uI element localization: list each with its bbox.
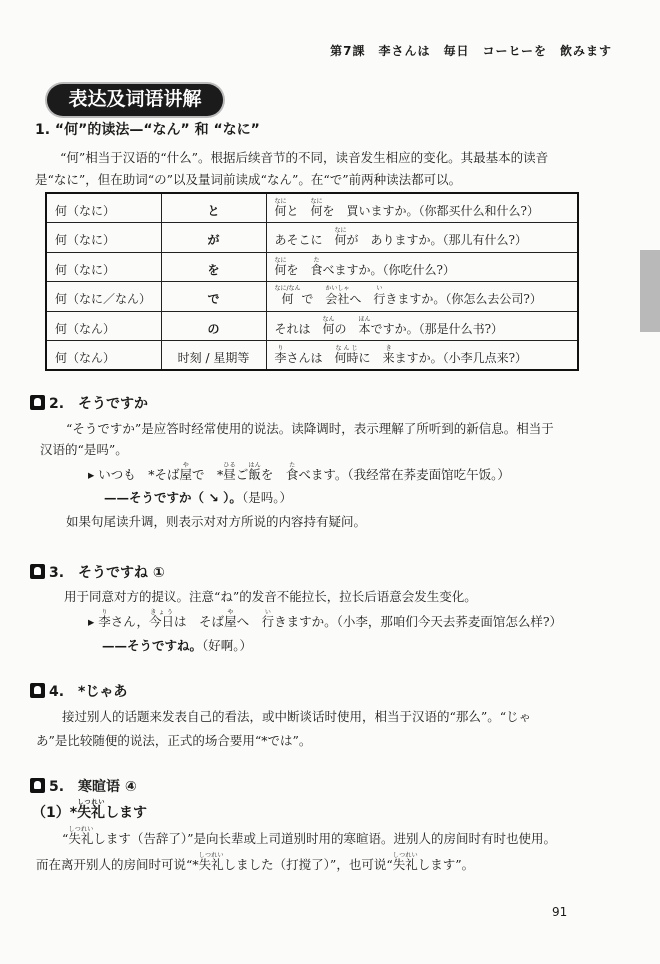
table-row xyxy=(46,341,578,371)
text-segment: を 買いますか。（你都买什么和什么?） xyxy=(322,203,539,218)
furigana-word: 失礼しつれい xyxy=(77,799,106,821)
text-segment: します（告辞了）”是向长辈或上司道别时用的寒暄语。进别人的房间时有时也使用。 xyxy=(93,831,557,846)
text-segment: あそこに xyxy=(274,233,335,248)
reply xyxy=(102,638,252,654)
particle-cell: の xyxy=(161,311,266,341)
text-segment: べますか。（你吃什么?） xyxy=(322,262,455,277)
furigana: なに xyxy=(274,256,287,264)
text-segment: ですか。（那是什么书?） xyxy=(370,321,503,336)
reading-cell: 何（なん） xyxy=(46,311,161,341)
running-header: 第7課 李さんは 毎日 コーヒーを 飲みます xyxy=(330,44,612,58)
furigana-word: 何なに xyxy=(274,256,287,277)
furigana-word: 何なに xyxy=(334,227,347,248)
reading-table xyxy=(45,192,579,371)
furigana-word: 食た xyxy=(310,256,323,277)
section-title: 表达及词语讲解 xyxy=(47,84,223,116)
example-cell xyxy=(266,341,578,371)
furigana: や xyxy=(179,462,193,469)
table-row xyxy=(46,311,578,341)
text-segment: に xyxy=(358,350,383,365)
furigana-word: 屋や xyxy=(224,609,237,629)
para: “そうですか”是应答时经常使用的说法。读降调时，表示理解了所听到的新信息。相当于 xyxy=(66,421,554,436)
text-segment: いつも *そば xyxy=(98,467,180,482)
furigana: り xyxy=(98,609,111,616)
furigana-word: 何なん xyxy=(322,315,335,336)
para xyxy=(36,852,474,873)
text-segment: が ありますか。（那儿有什么?） xyxy=(346,233,527,248)
example-cell xyxy=(266,193,578,223)
table-row xyxy=(46,223,578,253)
reading-cell: 何（なに） xyxy=(46,223,161,253)
para: あ”是比较随便的说法，正式的场合要用“*では”。 xyxy=(36,733,312,748)
text-segment: べます。（我经常在荞麦面馆吃午饭。） xyxy=(298,467,510,482)
text-segment: きますか。（小李，那咱们今天去荞麦面馆怎么样?） xyxy=(274,614,563,629)
text-segment: 而在离开别人的房间时可说“* xyxy=(36,857,199,872)
furigana-word: 今日きょう xyxy=(149,609,175,629)
text-segment: へ xyxy=(349,292,374,307)
particle-cell: と xyxy=(161,193,266,223)
heading-4 xyxy=(30,683,127,701)
example: ▸ いつも *そば屋やで *昼ひるご飯はんを 食たべます。（我经常在荞麦面馆吃午饭。） xyxy=(88,462,510,482)
furigana-word: 本ほん xyxy=(358,315,371,336)
furigana-word: 何なに xyxy=(310,197,323,218)
furigana-word: 李り xyxy=(98,609,111,629)
furigana-word: 飯はん xyxy=(248,462,261,482)
reading-cell: 何（なに） xyxy=(46,193,161,223)
heading-3 xyxy=(30,564,165,582)
reading-cell: 何（なん） xyxy=(46,341,161,371)
furigana: なに xyxy=(310,197,323,205)
particle-cell: を xyxy=(161,252,266,282)
table-row xyxy=(46,252,578,282)
furigana-word: 失礼しつれい xyxy=(198,852,224,872)
text-segment: それは xyxy=(274,321,323,336)
reply-text: ——そうですか（ ↘ ）。 xyxy=(104,490,242,505)
text-segment: は そば xyxy=(174,614,225,629)
furigana-word: 昼ひる xyxy=(223,462,236,482)
heading-text: 4. *じゃあ xyxy=(49,684,128,700)
furigana-word: 食た xyxy=(285,462,299,482)
text-segment: の xyxy=(334,321,359,336)
para xyxy=(62,826,556,847)
furigana: り xyxy=(274,344,287,352)
example-cell xyxy=(266,252,578,282)
furigana-word: 行い xyxy=(261,609,275,629)
reply-translation: （好啊。） xyxy=(202,638,253,653)
heading-text: 5. 寒暄语 ④ xyxy=(49,779,137,795)
furigana-word: 屋や xyxy=(179,462,193,482)
text-segment: ますか。（小李几点来?） xyxy=(394,350,528,365)
furigana: い xyxy=(373,285,386,293)
reading-cell: 何（なに） xyxy=(46,252,161,282)
furigana: た xyxy=(310,256,323,264)
reply-translation: （是吗。） xyxy=(241,490,292,505)
text-segment: で xyxy=(297,292,326,307)
example-cell xyxy=(266,223,578,253)
text-segment: へ xyxy=(236,614,262,629)
furigana: なん xyxy=(322,315,335,323)
text-segment: と xyxy=(286,203,311,218)
example-cell xyxy=(266,311,578,341)
para: “何”相当于汉语的“什么”。根据后续音节的不同，读音发生相应的变化。其最基本的读音 xyxy=(60,150,549,165)
audio-icon xyxy=(30,778,45,793)
furigana-word: 失礼しつれい xyxy=(68,826,94,846)
text-segment: しました（打搅了）”，也可说“ xyxy=(223,857,393,872)
furigana: かいしゃ xyxy=(325,285,350,293)
heading-5 xyxy=(30,778,137,796)
heading-text: 3. そうですね ① xyxy=(49,565,165,581)
heading-text: 2. そうですか xyxy=(49,396,149,412)
audio-icon xyxy=(30,683,45,698)
furigana: た xyxy=(285,462,299,469)
subheading xyxy=(32,799,147,822)
text-segment: を xyxy=(286,262,311,277)
para: 接过别人的话题来发表自己的看法，或中断谈话时使用，相当于汉语的“那么”。“じゃ xyxy=(62,709,532,724)
reading-cell: 何（なに／なん） xyxy=(46,282,161,312)
furigana: なに xyxy=(274,197,287,205)
text-segment: で * xyxy=(192,467,224,482)
text-segment: ご xyxy=(235,467,249,482)
furigana: しつれい xyxy=(198,852,224,859)
heading-1: 1. “何”的读法—“なん” 和 “なに” xyxy=(35,122,260,138)
particle-cell: 时刻 / 星期等 xyxy=(161,341,266,371)
furigana: しつれい xyxy=(392,852,418,859)
text-segment: さん， xyxy=(110,614,150,629)
furigana-word: 何時なんじ xyxy=(334,344,359,365)
para: 用于同意对方的提议。注意“ね”的发音不能拉长，拉长后语意会发生变化。 xyxy=(64,589,477,604)
furigana-word: 失礼しつれい xyxy=(392,852,418,872)
text-segment: （1）* xyxy=(32,805,78,821)
reply-text: ——そうですね。 xyxy=(102,638,203,653)
heading-2 xyxy=(30,395,148,413)
audio-icon xyxy=(30,395,45,410)
para: 汉语的“是吗”。 xyxy=(40,442,128,457)
furigana-word: 会社かいしゃ xyxy=(325,285,350,307)
furigana-word: 行い xyxy=(373,285,386,307)
particle-cell: で xyxy=(161,282,266,312)
example-cell xyxy=(266,282,578,312)
furigana: ほん xyxy=(358,315,371,323)
furigana: や xyxy=(224,609,237,616)
furigana: い xyxy=(261,609,275,616)
furigana-word: 何なに/なん xyxy=(274,285,301,307)
text-segment: します xyxy=(105,805,148,821)
furigana: なに xyxy=(334,227,347,235)
furigana: きょう xyxy=(149,609,175,616)
furigana-word: 何なに xyxy=(274,197,287,218)
table-row xyxy=(46,193,578,223)
furigana: き xyxy=(382,344,395,352)
text-segment: きますか。（你怎么去公司?） xyxy=(385,292,542,307)
furigana-word: 来き xyxy=(382,344,395,365)
example: ▸ 李りさん，今日きょうは そば屋やへ 行いきますか。（小李，那咱们今天去荞麦面馆怎么样?） xyxy=(88,609,563,629)
chapter-tab xyxy=(640,250,660,332)
furigana: しつれい xyxy=(68,826,94,833)
furigana: ひる xyxy=(223,462,236,469)
para: 如果句尾读升调，则表示对对方所说的内容持有疑问。 xyxy=(66,514,367,529)
text-segment: さんは xyxy=(286,350,335,365)
furigana: なに/なん xyxy=(274,285,301,293)
text-segment: “ xyxy=(62,831,69,846)
particle-cell: が xyxy=(161,223,266,253)
reply xyxy=(104,490,292,506)
furigana-word: 李り xyxy=(274,344,287,365)
table-row xyxy=(46,282,578,312)
furigana: しつれい xyxy=(77,799,106,806)
text-segment: します”。 xyxy=(417,857,475,872)
furigana: はん xyxy=(248,462,261,469)
audio-icon xyxy=(30,564,45,579)
text-segment: を xyxy=(260,467,286,482)
para: 是“なに”，但在助词“の”以及量词前读成“なん”。在“で”前两种读法都可以。 xyxy=(35,172,462,187)
furigana: なんじ xyxy=(334,344,359,352)
page-number: 91 xyxy=(552,905,568,919)
